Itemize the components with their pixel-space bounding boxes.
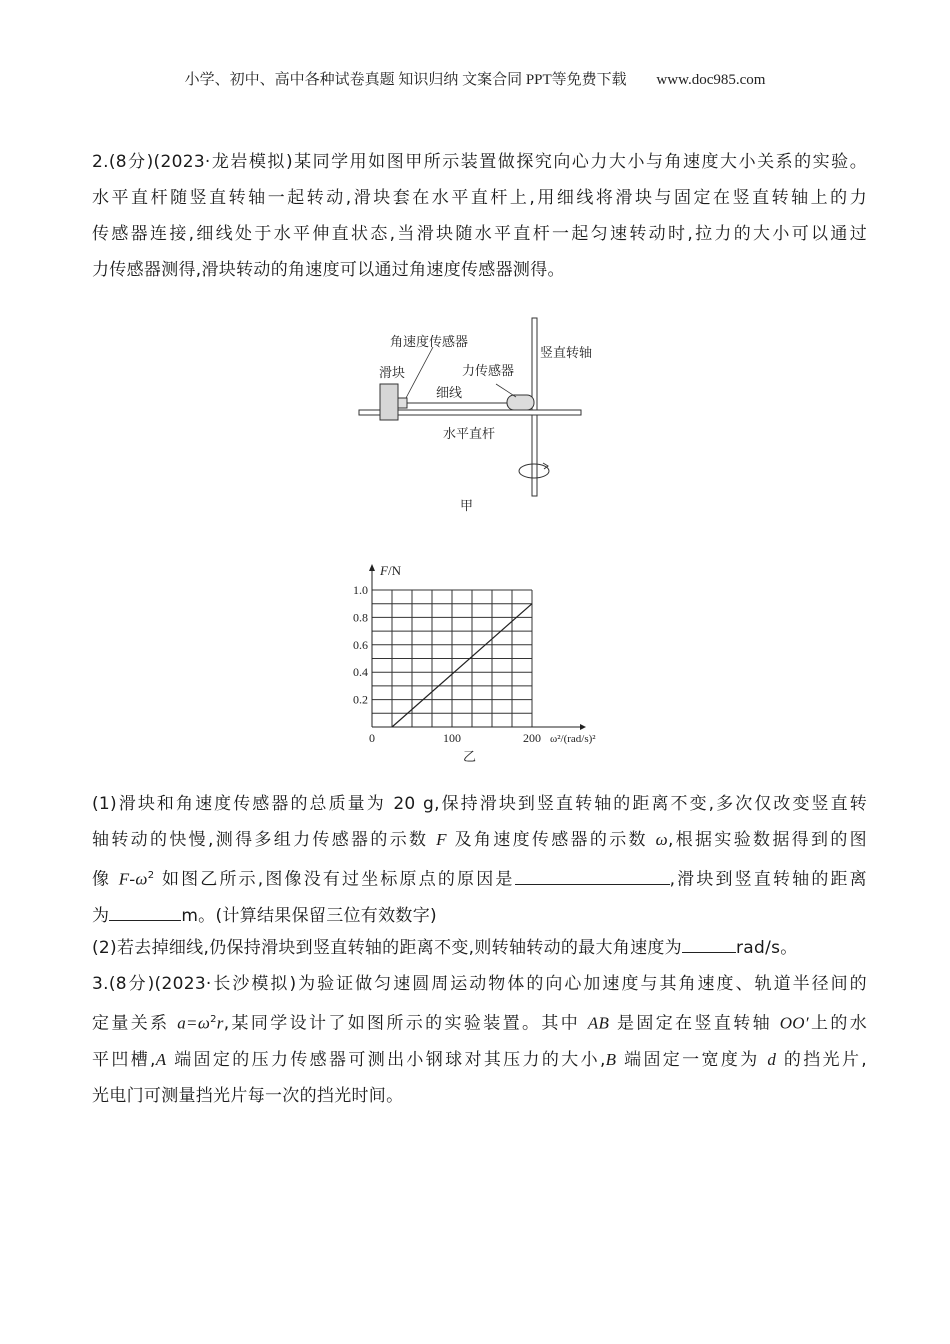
symbol-AB: AB — [587, 1013, 610, 1033]
force-sensor — [507, 395, 534, 410]
q2-line-4: 力传感器测得,滑块转动的角速度可以通过角速度传感器测得。 — [92, 260, 565, 280]
question-3-stem — [92, 966, 867, 1114]
label-vertical-axis: 竖直转轴 — [540, 346, 593, 361]
q3-line-2-text-c: 是固定在竖直转轴 — [609, 1013, 780, 1034]
y-axis-arrow-icon — [369, 564, 375, 571]
formula-superscript: 2 — [210, 1014, 217, 1025]
x-tick-label: 100 — [443, 731, 461, 745]
x-axis-arrow-icon — [580, 724, 586, 730]
q3-line-2-text-b: ,某同学设计了如图所示的实验装置。其中 — [223, 1013, 588, 1034]
sub1-line-3-text-b: 如图乙所示,图像没有过坐标原点的原因是 — [154, 869, 515, 890]
y-tick-label: 0.2 — [353, 692, 368, 707]
label-slider: 滑块 — [379, 366, 406, 381]
q3-line-2-text-d: 上的水 — [808, 1013, 868, 1034]
q2-line-2: 水平直杆随竖直转轴一起转动,滑块套在水平直杆上,用细线将滑块与固定在竖直转轴上的力 — [92, 188, 867, 208]
sub2-text-a: (2)若去掉细线,仍保持滑块到竖直转轴的距离不变,则转轴转动的最大角速度为 — [92, 938, 682, 958]
figure-jia-caption: 甲 — [460, 499, 474, 514]
answer-blank-reason[interactable] — [515, 866, 670, 885]
y-tick-label: 0.4 — [353, 665, 368, 680]
page-header — [0, 68, 950, 89]
q3-line-2-text-a: 定量关系 — [92, 1013, 178, 1034]
y-tick-label: 0.8 — [353, 610, 368, 625]
answer-blank-max-omega[interactable] — [682, 934, 736, 953]
sub1-line-2-text-c: ,根据实验数据得到的图 — [667, 830, 867, 850]
series-line — [392, 604, 532, 727]
figure-jia-apparatus — [350, 310, 630, 520]
question-2-subquestion-2 — [92, 930, 867, 966]
label-horizontal-rod: 水平直杆 — [443, 427, 496, 442]
label-angular-sensor: 角速度传感器 — [390, 335, 469, 350]
q3-line-3-text-e: 的挡光片, — [776, 1049, 868, 1070]
symbol-OO-prime: OO′ — [779, 1013, 809, 1033]
q3-line-4: 光电门可测量挡光片每一次的挡光时间。 — [92, 1085, 404, 1106]
y-axis-label: F/N — [380, 563, 401, 578]
q3-line-2 — [92, 1002, 867, 1042]
sub1-line-3-text-a: 像 — [92, 869, 119, 890]
answer-blank-distance[interactable] — [109, 902, 181, 921]
force-sensor-leader — [496, 384, 516, 397]
q3-line-3-text-c: 端固定一宽度为 — [616, 1049, 768, 1070]
header-site: www.doc985.com — [656, 72, 766, 88]
q3-line-1: 3.(8分)(2023·长沙模拟)为验证做匀速圆周运动物体的向心加速度与其角速度、轨道半径间的 — [92, 974, 867, 994]
q2-line-1: 2.(8分)(2023·龙岩模拟)某同学用如图甲所示装置做探究向心力大小与角速度大小关系的实验。 — [92, 152, 867, 172]
symbol-d: d — [767, 1049, 777, 1069]
y-tick-label: 1.0 — [353, 583, 368, 597]
x-tick-label: 0 — [369, 731, 375, 745]
x-axis-label: ω²/(rad/s)² — [550, 733, 596, 745]
sub1-line-4-text-b: m。(计算结果保留三位有效数字) — [181, 905, 437, 926]
angular-sensor-leader — [406, 347, 433, 398]
angular-sensor — [398, 398, 407, 408]
formula-a-omega: a=ω — [177, 1013, 211, 1033]
question-2-subquestion-1 — [92, 786, 867, 934]
header-banner: 小学、初中、高中各种试卷真题 知识归纳 文案合同 PPT等免费下载 — [184, 72, 627, 88]
sub1-line-2-text-a: 轴转动的快慢,测得多组力传感器的示数 — [92, 830, 437, 850]
q3-line-3 — [92, 1042, 867, 1078]
sub1-line-4 — [92, 898, 867, 934]
label-string: 细线 — [436, 386, 463, 401]
sub1-line-2-text-b: 及角速度传感器的示数 — [446, 830, 656, 850]
sub2-text-b: rad/s。 — [736, 938, 798, 958]
sub1-line-1: (1)滑块和角速度传感器的总质量为 20 g,保持滑块到竖直转轴的距离不变,多次仅改变竖直转 — [92, 794, 867, 814]
symbol-omega: ω — [655, 830, 668, 849]
formula-r: r — [216, 1013, 224, 1033]
q3-line-3-text-a: 平凹槽, — [92, 1049, 156, 1070]
superscript-2: 2 — [147, 870, 155, 881]
x-tick-label: 200 — [523, 731, 541, 745]
y-tick-label: 0.6 — [353, 637, 368, 652]
sub1-line-3 — [92, 858, 867, 898]
q2-line-3: 传感器连接,细线处于水平伸直状态,当滑块随水平直杆一起匀速转动时,拉力的大小可以通过 — [92, 224, 867, 244]
figure-yi-chart — [340, 555, 640, 775]
symbol-B: B — [605, 1049, 617, 1069]
sub1-line-2 — [92, 822, 867, 858]
sub2-line — [92, 930, 867, 966]
label-force-sensor: 力传感器 — [462, 364, 515, 379]
symbol-F: F — [436, 830, 447, 849]
symbol-A: A — [155, 1049, 167, 1069]
question-2-stem — [92, 144, 867, 288]
sub1-line-3-text-c: ,滑块到竖直转轴的距离 — [669, 869, 867, 890]
symbol-F-omega: F-ω — [118, 869, 148, 889]
chart-caption: 乙 — [463, 750, 477, 765]
sub1-line-4-text-a: 为 — [92, 905, 110, 926]
slider-block — [380, 384, 398, 420]
q3-line-3-text-b: 端固定的压力传感器可测出小钢球对其压力的大小, — [166, 1049, 606, 1070]
